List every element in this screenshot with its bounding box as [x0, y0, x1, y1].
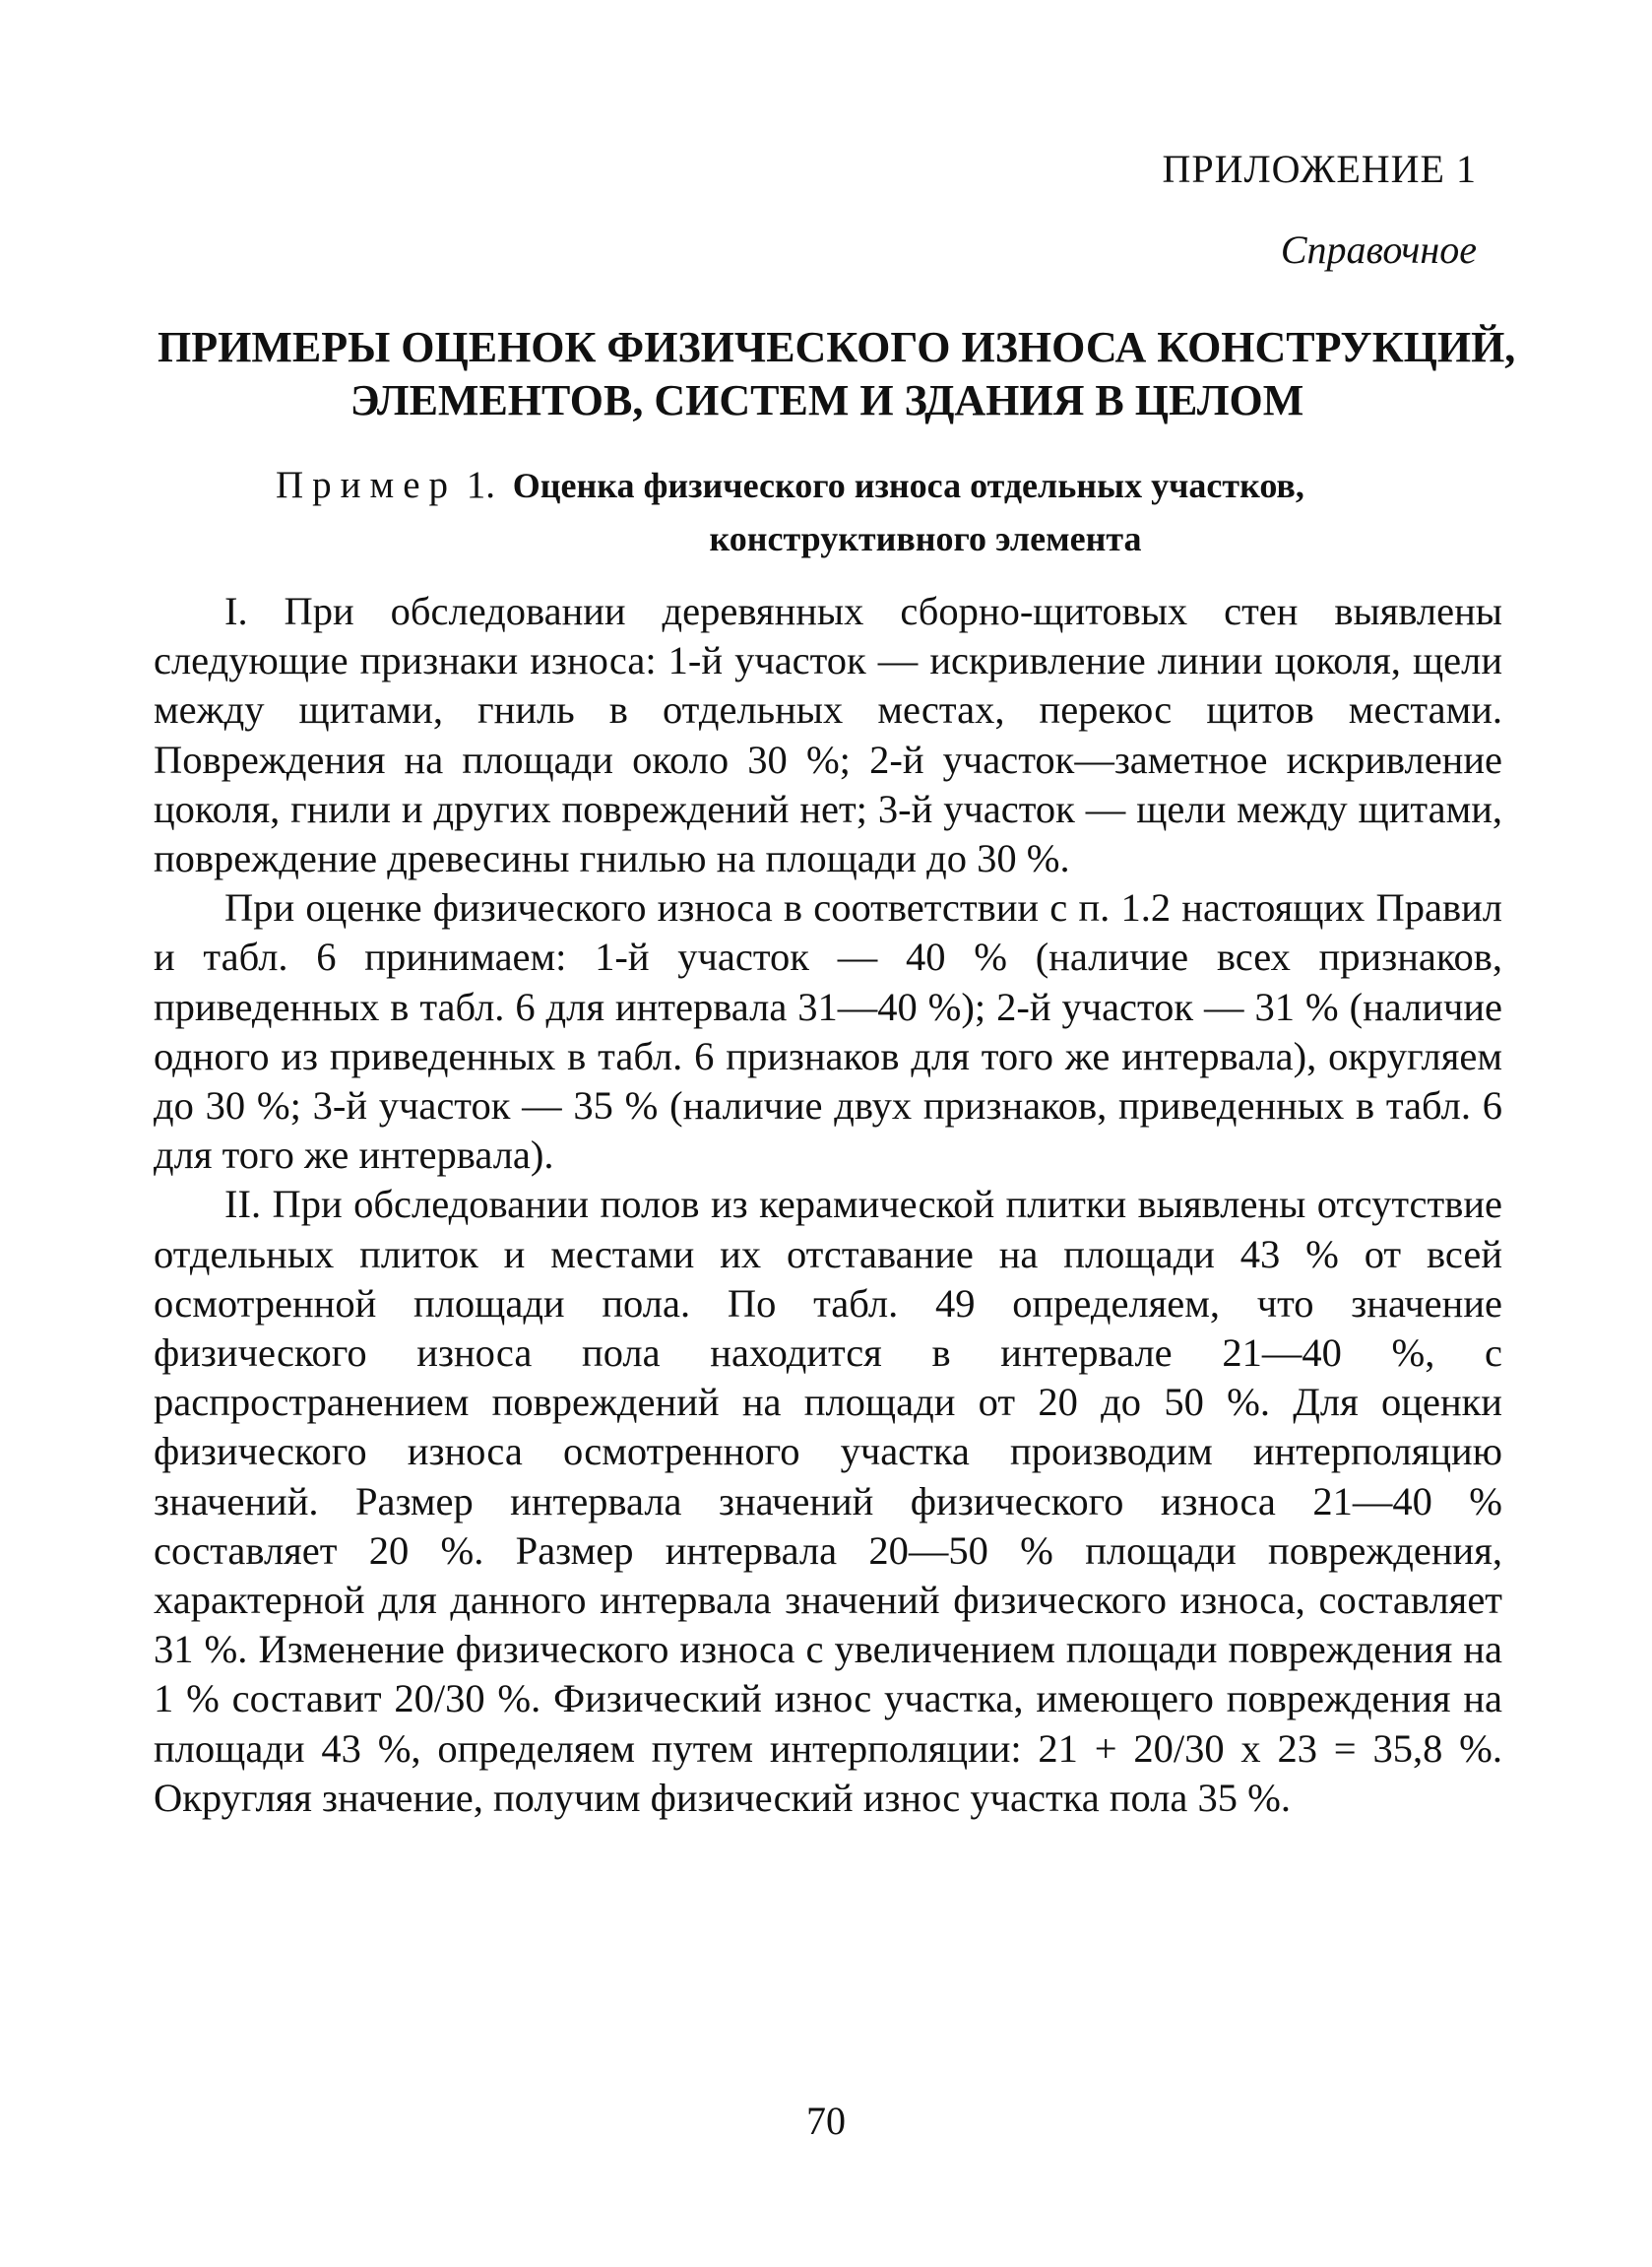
- document-title-line-2: ЭЛЕМЕНТОВ, СИСТЕМ И ЗДАНИЯ В ЦЕЛОМ: [349, 376, 1304, 424]
- page-number: 70: [806, 2099, 846, 2143]
- annex-type-label: Справочное: [1280, 227, 1477, 272]
- annex-label: ПРИЛОЖЕНИЕ 1: [1162, 147, 1477, 191]
- paragraph-3: II. При обследовании полов из керамической плитки выявлены отсутствие отдельных плиток и местами их отставание на площади 43 % от всей осмотренной площади пола. По табл. 49 определяем, что значение физического износа пола находится в интервале 21—40 %, с распространением повреждений на площади от 20 до 50 %. Для оценки физического износа осмотренного участка производим интерполяцию значений. Размер интервала значений физического износа 21—40 % составляет 20 %. Размер интервала 20—50 % площади повреждения, характерной для данного интервала значений физического износа, составляет 31 %. Изменение физического износа с увеличением площади повреждения на 1 % составит 20/30 %. Физический износ участка, имеющего повреждения на площади 43 %, определяем путем интерполяции: 21 + 20/30 х 23 = 35,8 %. Округляя значение, получим физический износ участка пола 35 %.: [154, 1182, 1502, 1820]
- paragraph-2: При оценке физического износа в соответствии с п. 1.2 настоящих Правил и табл. 6 принимаем: 1-й участок — 40 % (наличие всех признаков, приведенных в табл. 6 для интервала 31—40 %); 2-й участок — 31 % (наличие одного из приведенных в табл. 6 признаков для того же интервала), округляем до 30 %; 3-й участок — 35 % (наличие двух признаков, приведенных в табл. 6 для того же интервала).: [154, 885, 1502, 1178]
- example-title-line-2: конструктивного элемента: [709, 519, 1142, 558]
- example-title-line-1: Оценка физического износа отдельных участков,: [512, 466, 1304, 505]
- example-heading: [276, 459, 1496, 565]
- document-title: [158, 321, 1516, 427]
- document-title-line-1: ПРИМЕРЫ ОЦЕНОК ФИЗИЧЕСКОГО ИЗНОСА КОНСТРУКЦИЙ,: [158, 323, 1516, 371]
- example-heading-line-1: [276, 459, 1496, 512]
- paragraph-1: I. При обследовании деревянных сборно-щитовых стен выявлены следующие признаки износа: 1-й участок — искривление линии цоколя, щели между щитами, гниль в отдельных местах, перекос щитов местами. Повреждения на площади около 30 %; 2-й участок—заметное искривление цоколя, гнили и других повреждений нет; 3-й участок — щели между щитами, повреждение древесины гнилью на площади до 30 %.: [154, 589, 1502, 881]
- example-number: 1.: [466, 464, 496, 506]
- body-text: [154, 587, 1502, 1823]
- example-prefix: Пример: [276, 464, 458, 506]
